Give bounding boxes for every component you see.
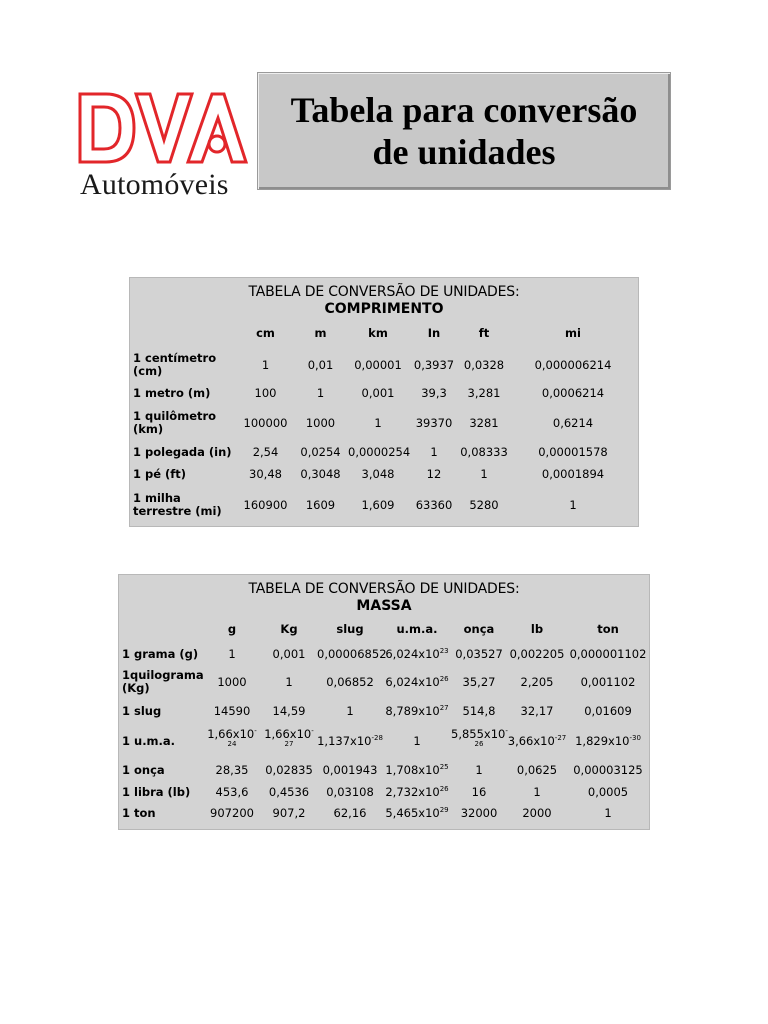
table-cell: 0,002205 — [509, 646, 565, 661]
logo-subtitle: Automóveis — [80, 168, 229, 201]
page-title-box — [257, 72, 671, 190]
table-cell: 1 — [604, 806, 612, 820]
column-header: Kg — [280, 621, 298, 636]
table-cell: 0,001 — [361, 385, 395, 400]
table-cell: 30,48 — [249, 466, 282, 481]
table-cell: 0,00003125 — [573, 762, 643, 777]
massa-table — [118, 574, 650, 830]
table-cell: $1,829x10^{-30}$ — [575, 733, 641, 748]
table-cell: 0,3937 — [413, 357, 455, 372]
table-cell: 1 — [285, 674, 293, 689]
table-cell: $3,66x10^{-27}$ — [507, 733, 567, 748]
row-label: 1 metro (m) — [133, 385, 211, 400]
table-cell: 3281 — [469, 415, 499, 430]
massa-subcaption: MASSA — [356, 598, 412, 614]
row-label: 1 grama (g) — [122, 646, 199, 661]
dva-logo — [76, 88, 248, 206]
table-row — [130, 485, 638, 525]
table-cell: 16 — [471, 784, 487, 799]
column-header: g — [227, 621, 237, 636]
table-cell: 1000 — [305, 415, 336, 430]
row-label: 1 centímetro (cm) — [133, 351, 217, 378]
table-cell: 0,03108 — [326, 784, 374, 799]
table-cell: 1,609 — [361, 497, 395, 512]
table-cell: 0,0625 — [516, 762, 558, 777]
table-cell: $1,66x10^{-27}$ — [264, 727, 314, 749]
comprimento-subcaption: COMPRIMENTO — [324, 301, 444, 317]
table-cell: 0,03527 — [455, 646, 503, 661]
column-header: u.m.a. — [396, 621, 438, 636]
table-cell: $6,024x10^{23}$ — [385, 646, 449, 661]
table-cell: 5280 — [469, 497, 499, 512]
table-cell: 62,16 — [333, 806, 367, 820]
column-header: In — [427, 325, 441, 340]
header-corner — [119, 615, 203, 643]
table-cell: $1,708x10^{25}$ — [385, 762, 449, 777]
column-header: cm — [256, 325, 275, 340]
table-cell: 514,8 — [462, 703, 496, 718]
table-cell: 0,00006852 — [317, 646, 387, 661]
table-row — [119, 759, 649, 781]
table-cell: 32000 — [460, 806, 498, 820]
table-cell: 12 — [426, 466, 442, 481]
table-cell: 0,06852 — [326, 674, 374, 689]
table-cell: 0,08333 — [460, 445, 508, 459]
table-cell: $2,732x10^{26}$ — [385, 784, 449, 799]
column-header: lb — [530, 621, 544, 636]
table-row — [119, 665, 649, 699]
table-cell: 39370 — [415, 415, 453, 430]
table-cell: 3,048 — [361, 466, 395, 481]
table-cell: 0,3048 — [300, 466, 341, 481]
massa-header-row — [119, 615, 649, 643]
table-cell: 100000 — [243, 415, 288, 430]
table-cell: 28,35 — [215, 762, 249, 777]
table-cell: 1 — [316, 385, 325, 400]
table-cell: 0,0005 — [587, 784, 629, 799]
table-cell: 0,0000254 — [348, 445, 411, 459]
table-cell: 1 — [480, 466, 488, 481]
table-cell: 0,0006214 — [541, 385, 605, 400]
table-cell: 1 — [346, 703, 354, 718]
comprimento-caption: TABELA DE CONVERSÃO DE UNIDADES: — [248, 284, 520, 300]
table-row — [130, 442, 638, 463]
table-row — [119, 723, 649, 759]
table-cell: 160900 — [243, 497, 288, 512]
table-cell: 0,001943 — [322, 762, 378, 777]
column-header: ft — [478, 325, 490, 340]
table-row — [130, 382, 638, 404]
column-header: slug — [336, 621, 364, 636]
table-cell: 0,0328 — [463, 357, 505, 372]
table-cell: 0,000006214 — [534, 357, 612, 372]
table-cell: 39,3 — [421, 385, 447, 400]
row-label: 1quilograma (Kg) — [122, 668, 204, 695]
table-cell: $1,137x10^{-28}$ — [317, 733, 383, 748]
table-cell: 1 — [533, 784, 541, 799]
row-label: 1 u.m.a. — [122, 733, 176, 748]
table-row — [130, 404, 638, 442]
table-cell: 14,59 — [272, 703, 306, 718]
page-title-line2: de unidades — [372, 132, 556, 172]
table-cell: $1,66x10^{-24}$ — [207, 727, 257, 749]
table-row — [119, 643, 649, 665]
table-cell: 14590 — [213, 703, 251, 718]
table-cell: $5,855x10^{-26}$ — [451, 727, 508, 749]
table-cell: 2,205 — [520, 674, 554, 689]
table-row — [119, 781, 649, 803]
table-cell: $6,024x10^{26}$ — [385, 674, 449, 689]
table-row — [130, 463, 638, 485]
table-cell: 1 — [261, 357, 270, 372]
table-cell: 0,4536 — [268, 784, 310, 799]
table-cell: 0,000001102 — [569, 646, 647, 661]
table-cell: 0,0254 — [300, 445, 341, 459]
table-cell: 907,2 — [272, 806, 306, 820]
table-cell: 0,01609 — [584, 703, 632, 718]
table-cell: 1 — [475, 762, 483, 777]
row-label: 1 polegada (in) — [133, 445, 232, 459]
column-header: mi — [565, 325, 581, 340]
table-cell: 0,0001894 — [541, 466, 605, 481]
table-cell: 453,6 — [215, 784, 249, 799]
table-cell: 2,54 — [252, 445, 279, 459]
row-label: 1 milha terrestre (mi) — [133, 491, 222, 518]
table-cell: 0,00001578 — [538, 445, 608, 459]
row-label: 1 pé (ft) — [133, 466, 187, 481]
table-cell: 1 — [228, 646, 236, 661]
table-row — [119, 699, 649, 723]
row-label: 1 quilômetro (km) — [133, 409, 217, 436]
table-cell: 32,17 — [520, 703, 554, 718]
table-row — [119, 803, 649, 824]
column-header: km — [368, 325, 388, 340]
table-cell: 2000 — [522, 806, 552, 820]
table-cell: 0,02835 — [265, 762, 313, 777]
dva-logo-mark — [76, 88, 248, 168]
table-cell: 1000 — [217, 674, 247, 689]
column-header: onça — [463, 621, 495, 636]
row-label: 1 ton — [122, 806, 156, 820]
row-label: 1 onça — [122, 762, 165, 777]
table-cell: 3,281 — [467, 385, 501, 400]
row-label: 1 libra (lb) — [122, 784, 191, 799]
table-cell: 0,00001 — [354, 357, 402, 372]
table-cell: 0,6214 — [552, 415, 594, 430]
table-cell: 0,001102 — [580, 674, 636, 689]
column-header: m — [314, 325, 327, 340]
comprimento-table — [129, 277, 639, 527]
table-cell: $5,465x10^{29}$ — [385, 806, 449, 820]
table-cell: 1 — [430, 445, 438, 459]
table-cell: $8,789x10^{27}$ — [385, 703, 449, 718]
header-corner — [130, 318, 238, 348]
table-cell: 35,27 — [462, 674, 496, 689]
comprimento-header-row — [130, 318, 638, 348]
table-row — [130, 348, 638, 382]
table-cell: 1 — [569, 497, 577, 512]
table-cell: 1 — [413, 733, 421, 748]
column-header: ton — [597, 621, 619, 636]
table-cell: 1609 — [305, 497, 336, 512]
row-label: 1 slug — [122, 703, 162, 718]
table-cell: 63360 — [415, 497, 453, 512]
table-cell: 100 — [254, 385, 277, 400]
table-cell: 0,01 — [307, 357, 334, 372]
table-cell: 1 — [374, 415, 382, 430]
page-title-line1: Tabela para conversão — [290, 90, 638, 130]
table-cell: 0,001 — [272, 646, 306, 661]
massa-caption: TABELA DE CONVERSÃO DE UNIDADES: — [248, 581, 520, 597]
table-cell: 907200 — [210, 806, 254, 820]
